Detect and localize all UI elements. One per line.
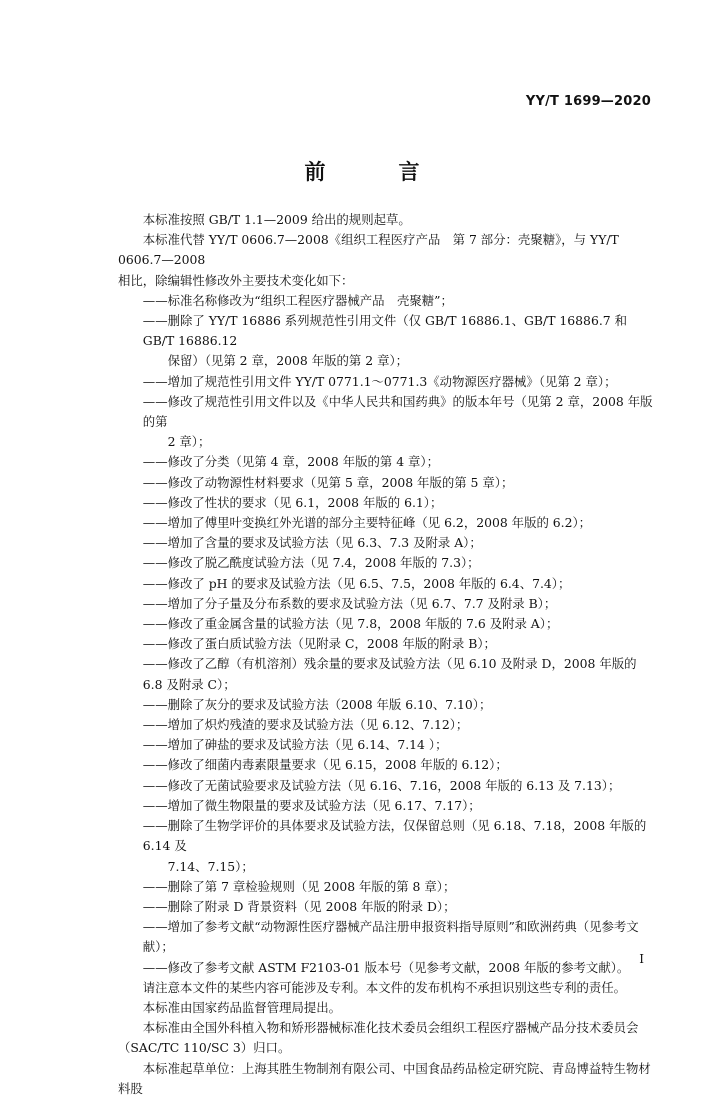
document-body [118, 210, 653, 1099]
change-list-item: ——标准名称修改为“组织工程医疗器械产品 壳聚糖”； [142, 292, 453, 308]
change-list-item: ——增加了含量的要求及试验方法（见 6.3、7.3 及附录 A）； [142, 535, 482, 551]
change-list-item: ——修改了脱乙酰度试验方法（见 7.4，2008 年版的 7.3）； [142, 555, 480, 571]
change-list-item-continuation: 保留）（见第 2 章，2008 年版的第 2 章）； [167, 353, 409, 369]
change-list-item-continuation: 2 章）； [167, 434, 211, 450]
change-list-item: ——修改了细菌内毒素限量要求（见 6.15，2008 年版的 6.12）； [142, 757, 508, 773]
change-list-item: ——删除了生物学评价的具体要求及试验方法，仅保留总则（见 6.18、7.18，2008 年版的 6.14 及 [142, 818, 651, 854]
document-code: YY/T 1699—2020 [525, 94, 651, 109]
page-number: I [639, 952, 644, 966]
change-list-item: ——修改了无菌试验要求及试验方法（见 6.16、7.16，2008 年版的 6.13 及 7.13）； [142, 777, 621, 793]
change-list-item: ——修改了分类（见第 4 章，2008 年版的第 4 章）； [142, 454, 440, 470]
change-list-item: ——增加了规范性引用文件 YY/T 0771.1～0771.3《动物源医疗器械》（见第 2 章）； [142, 373, 617, 389]
paragraph: 请注意本文件的某些内容可能涉及专利。本文件的发布机构不承担识别这些专利的责任。 [142, 979, 627, 995]
change-list-item: ——修改了性状的要求（见 6.1，2008 年版的 6.1）； [142, 494, 443, 510]
change-list-item: ——删除了第 7 章检验规则（见 2008 年版的第 8 章）； [142, 878, 456, 894]
paragraph: 本标准起草单位：上海其胜生物制剂有限公司、中国食品药品检定研究院、青岛博益特生物材料股 [118, 1060, 651, 1096]
paragraph: 本标准按照 GB/T 1.1—2009 给出的规则起草。 [142, 212, 411, 227]
change-list-item: ——删除了灰分的要求及试验方法（2008 年版 6.10、7.10）； [142, 696, 492, 712]
change-list-item: ——修改了重金属含量的试验方法（见 7.8，2008 年版的 7.6 及附录 A）； [142, 616, 559, 632]
change-list-item: ——修改了动物源性材料要求（见第 5 章，2008 年版的第 5 章）； [142, 474, 514, 490]
change-list-item: ——修改了乙醇（有机溶剂）残余量的要求及试验方法（见 6.10 及附录 D，2008 年版的 6.8 及附录 C）； [142, 656, 641, 692]
change-list-item: ——增加了分子量及分布系数的要求及试验方法（见 6.7、7.7 及附录 B）； [142, 595, 557, 611]
change-list-item: ——增加了傅里叶变换红外光谱的部分主要特征峰（见 6.2，2008 年版的 6.2）； [142, 515, 592, 531]
paragraph: （SAC/TC 110/SC 3）归口。 [118, 1040, 291, 1056]
paragraph: 本标准由全国外科植入物和矫形器械标准化技术委员会组织工程医疗器械产品分技术委员会 [142, 1020, 639, 1036]
change-list-item: ——增加了砷盐的要求及试验方法（见 6.14、7.14 ）； [142, 737, 448, 753]
change-list-item: ——修改了规范性引用文件以及《中华人民共和国药典》的版本年号（见第 2 章，2008 年版的第 [142, 393, 653, 430]
page-title: 前 言 [304, 160, 446, 184]
paragraph: 本标准代替 YY/T 0606.7—2008《组织工程医疗产品 第 7 部分：壳聚糖》，与 YY/T 0606.7—2008 [118, 232, 623, 268]
change-list-item: ——增加了炽灼残渣的要求及试验方法（见 6.12、7.12）； [142, 717, 469, 733]
change-list-item: ——修改了 pH 的要求及试验方法（见 6.5、7.5，2008 年版的 6.4、7.4）； [142, 575, 571, 591]
change-list-item: ——修改了参考文献 ASTM F2103-01 版本号（见参考文献，2008 年版的参考文献）。 [142, 959, 630, 975]
change-list-item: ——增加了参考文献“动物源性医疗器械产品注册申报资料指导原则”和欧洲药典（见参考文献）； [142, 919, 639, 955]
paragraph: 相比，除编辑性修改外主要技术变化如下： [118, 272, 354, 288]
change-list-item-continuation: 7.14、7.15）； [167, 858, 254, 874]
change-list-item: ——增加了微生物限量的要求及试验方法（见 6.17、7.17）； [142, 797, 481, 813]
change-list-item: ——删除了 YY/T 16886 系列规范性引用文件（仅 GB/T 16886.1、GB/T 16886.7 和 GB/T 16886.12 [142, 313, 631, 349]
change-list-item: ——删除了附录 D 背景资料（见 2008 年版的附录 D）； [142, 898, 456, 914]
paragraph: 本标准由国家药品监督管理局提出。 [142, 999, 342, 1015]
change-list-item: ——修改了蛋白质试验方法（见附录 C，2008 年版的附录 B）； [142, 636, 496, 652]
